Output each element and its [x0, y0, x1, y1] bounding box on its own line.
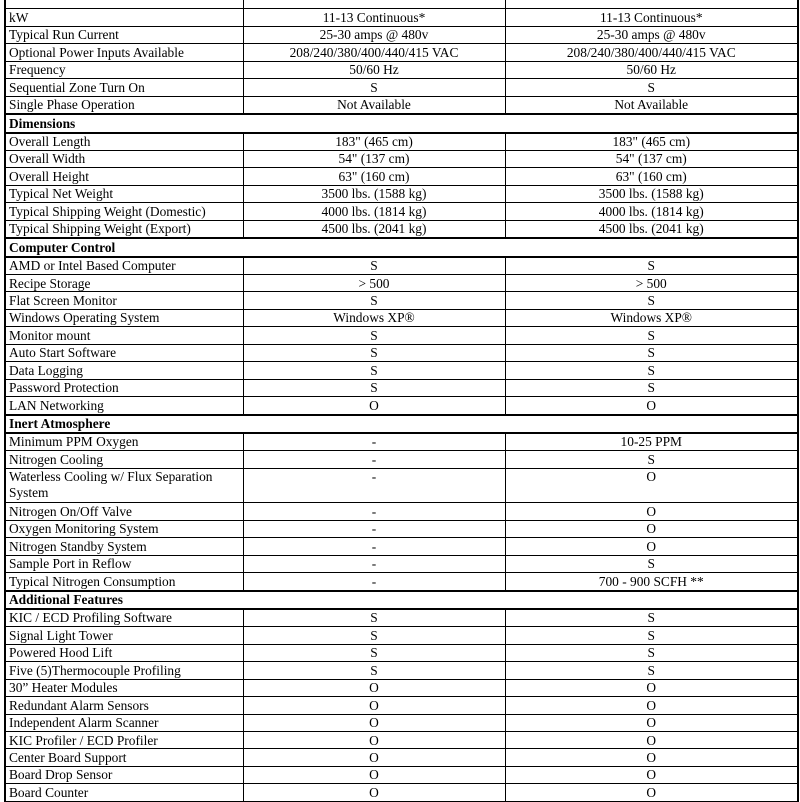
table-row: [5, 257, 798, 275]
model-b-value: S: [505, 79, 798, 96]
spec-label: AMD or Intel Based Computer: [5, 257, 243, 275]
model-b-value: 4000 lbs. (1814 kg): [505, 203, 798, 220]
model-b-value: O: [505, 697, 798, 714]
table-row: [5, 538, 798, 555]
model-a-value: 54" (137 cm): [243, 150, 505, 167]
table-row: [5, 749, 798, 766]
spec-label: Independent Alarm Scanner: [5, 714, 243, 731]
spec-label: Typical Net Weight: [5, 185, 243, 202]
table-row: [5, 150, 798, 167]
table-row: [5, 697, 798, 714]
model-a-value: O: [243, 732, 505, 749]
model-a-value: O: [243, 397, 505, 415]
model-b-value: 4500 lbs. (2041 kg): [505, 220, 798, 238]
spec-table-body: [5, 0, 798, 801]
section-header: [5, 238, 798, 256]
model-b-value: S: [505, 627, 798, 644]
model-a-value: Windows XP®: [243, 309, 505, 326]
table-row: [5, 44, 798, 61]
table-row: [5, 627, 798, 644]
spec-label: Recipe Storage: [5, 275, 243, 292]
spec-label: LAN Networking: [5, 397, 243, 415]
spec-label: Password Protection: [5, 379, 243, 396]
spec-label: Typical Shipping Weight (Export): [5, 220, 243, 238]
table-row: [5, 309, 798, 326]
model-b-value: [505, 0, 798, 9]
table-row: [5, 662, 798, 679]
spec-label: Flat Screen Monitor: [5, 292, 243, 309]
table-row: [5, 520, 798, 537]
section-title: Additional Features: [5, 591, 798, 609]
section-title: Inert Atmosphere: [5, 415, 798, 433]
table-row: [5, 185, 798, 202]
model-b-value: S: [505, 555, 798, 572]
model-b-value: 10-25 PPM: [505, 433, 798, 451]
table-row: [5, 766, 798, 783]
table-row: [5, 679, 798, 696]
table-row: [5, 79, 798, 96]
section-header: [5, 591, 798, 609]
table-row: [5, 555, 798, 572]
model-a-value: 50/60 Hz: [243, 61, 505, 78]
model-b-value: 50/60 Hz: [505, 61, 798, 78]
model-a-value: O: [243, 749, 505, 766]
model-b-value: S: [505, 609, 798, 627]
spec-label: Board Counter: [5, 784, 243, 801]
model-a-value: > 500: [243, 275, 505, 292]
model-b-value: S: [505, 644, 798, 661]
model-b-value: O: [505, 679, 798, 696]
table-row: [5, 203, 798, 220]
model-a-value: S: [243, 79, 505, 96]
spec-label: [5, 0, 243, 9]
table-row: [5, 644, 798, 661]
model-a-value: S: [243, 292, 505, 309]
model-b-value: O: [505, 766, 798, 783]
model-a-value: S: [243, 379, 505, 396]
model-a-value: S: [243, 627, 505, 644]
model-b-value: > 500: [505, 275, 798, 292]
spec-label: 30” Heater Modules: [5, 679, 243, 696]
model-a-value: -: [243, 433, 505, 451]
model-b-value: 3500 lbs. (1588 kg): [505, 185, 798, 202]
spec-label: Frequency: [5, 61, 243, 78]
model-a-value: -: [243, 573, 505, 591]
spec-label: Optional Power Inputs Available: [5, 44, 243, 61]
model-a-value: 4500 lbs. (2041 kg): [243, 220, 505, 238]
model-a-value: O: [243, 766, 505, 783]
model-b-value: O: [505, 784, 798, 801]
spec-label: Typical Shipping Weight (Domestic): [5, 203, 243, 220]
model-a-value: O: [243, 679, 505, 696]
table-row: [5, 784, 798, 801]
spec-label: kW: [5, 9, 243, 26]
table-row: [5, 220, 798, 238]
spec-label: Auto Start Software: [5, 344, 243, 361]
model-a-value: O: [243, 697, 505, 714]
spec-label: Waterless Cooling w/ Flux Separation System: [5, 468, 243, 503]
model-a-value: -: [243, 520, 505, 537]
model-a-value: 183" (465 cm): [243, 133, 505, 151]
table-row: [5, 0, 798, 9]
spec-label: Windows Operating System: [5, 309, 243, 326]
model-a-value: S: [243, 662, 505, 679]
table-row: [5, 344, 798, 361]
model-b-value: 11-13 Continuous*: [505, 9, 798, 26]
model-b-value: 700 - 900 SCFH **: [505, 573, 798, 591]
model-a-value: S: [243, 257, 505, 275]
model-a-value: O: [243, 784, 505, 801]
spec-table: [4, 0, 799, 802]
spec-sheet: [4, 0, 797, 802]
model-b-value: S: [505, 327, 798, 344]
spec-label: Overall Height: [5, 168, 243, 185]
table-row: [5, 362, 798, 379]
table-row: [5, 714, 798, 731]
spec-label: Board Drop Sensor: [5, 766, 243, 783]
model-b-value: O: [505, 749, 798, 766]
spec-label: Sample Port in Reflow: [5, 555, 243, 572]
spec-label: Redundant Alarm Sensors: [5, 697, 243, 714]
spec-label: Nitrogen Cooling: [5, 451, 243, 468]
spec-label: Typical Nitrogen Consumption: [5, 573, 243, 591]
spec-label: Data Logging: [5, 362, 243, 379]
model-b-value: S: [505, 257, 798, 275]
model-a-value: O: [243, 714, 505, 731]
spec-label: Overall Length: [5, 133, 243, 151]
model-b-value: S: [505, 451, 798, 468]
section-header: [5, 415, 798, 433]
spec-label: Oxygen Monitoring System: [5, 520, 243, 537]
model-a-value: -: [243, 555, 505, 572]
model-a-value: -: [243, 451, 505, 468]
model-b-value: 63" (160 cm): [505, 168, 798, 185]
model-b-value: 54" (137 cm): [505, 150, 798, 167]
model-b-value: O: [505, 503, 798, 520]
table-row: [5, 168, 798, 185]
spec-label: KIC / ECD Profiling Software: [5, 609, 243, 627]
table-row: [5, 397, 798, 415]
model-b-value: S: [505, 362, 798, 379]
spec-label: Minimum PPM Oxygen: [5, 433, 243, 451]
model-a-value: S: [243, 362, 505, 379]
model-a-value: -: [243, 538, 505, 555]
model-b-value: O: [505, 468, 798, 503]
table-row: [5, 468, 798, 503]
spec-label: Monitor mount: [5, 327, 243, 344]
table-row: [5, 503, 798, 520]
spec-label: Powered Hood Lift: [5, 644, 243, 661]
section-title: Computer Control: [5, 238, 798, 256]
model-a-value: 3500 lbs. (1588 kg): [243, 185, 505, 202]
model-b-value: 183" (465 cm): [505, 133, 798, 151]
model-a-value: [243, 0, 505, 9]
model-b-value: O: [505, 732, 798, 749]
model-a-value: 11-13 Continuous*: [243, 9, 505, 26]
spec-label: Single Phase Operation: [5, 96, 243, 114]
table-row: [5, 96, 798, 114]
table-row: [5, 451, 798, 468]
spec-label: Overall Width: [5, 150, 243, 167]
model-b-value: O: [505, 397, 798, 415]
model-b-value: Windows XP®: [505, 309, 798, 326]
table-row: [5, 573, 798, 591]
table-row: [5, 327, 798, 344]
table-row: [5, 61, 798, 78]
model-a-value: S: [243, 327, 505, 344]
spec-label: Sequential Zone Turn On: [5, 79, 243, 96]
model-b-value: S: [505, 344, 798, 361]
model-a-value: Not Available: [243, 96, 505, 114]
spec-label: Five (5)Thermocouple Profiling: [5, 662, 243, 679]
spec-label: Nitrogen On/Off Valve: [5, 503, 243, 520]
table-row: [5, 133, 798, 151]
model-b-value: S: [505, 379, 798, 396]
model-a-value: S: [243, 644, 505, 661]
model-b-value: 25-30 amps @ 480v: [505, 26, 798, 43]
model-a-value: 25-30 amps @ 480v: [243, 26, 505, 43]
table-row: [5, 275, 798, 292]
model-a-value: S: [243, 609, 505, 627]
model-b-value: O: [505, 520, 798, 537]
model-b-value: S: [505, 662, 798, 679]
model-b-value: S: [505, 292, 798, 309]
spec-label: Nitrogen Standby System: [5, 538, 243, 555]
table-row: [5, 732, 798, 749]
model-a-value: -: [243, 468, 505, 503]
spec-label: Center Board Support: [5, 749, 243, 766]
spec-label: KIC Profiler / ECD Profiler: [5, 732, 243, 749]
table-row: [5, 26, 798, 43]
spec-label: Signal Light Tower: [5, 627, 243, 644]
table-row: [5, 9, 798, 26]
model-b-value: O: [505, 714, 798, 731]
model-b-value: Not Available: [505, 96, 798, 114]
model-a-value: -: [243, 503, 505, 520]
section-header: [5, 114, 798, 132]
model-b-value: 208/240/380/400/440/415 VAC: [505, 44, 798, 61]
table-row: [5, 292, 798, 309]
model-a-value: 4000 lbs. (1814 kg): [243, 203, 505, 220]
table-row: [5, 379, 798, 396]
model-b-value: O: [505, 538, 798, 555]
spec-label: Typical Run Current: [5, 26, 243, 43]
model-a-value: S: [243, 344, 505, 361]
table-row: [5, 433, 798, 451]
table-row: [5, 609, 798, 627]
model-a-value: 63" (160 cm): [243, 168, 505, 185]
model-a-value: 208/240/380/400/440/415 VAC: [243, 44, 505, 61]
section-title: Dimensions: [5, 114, 798, 132]
